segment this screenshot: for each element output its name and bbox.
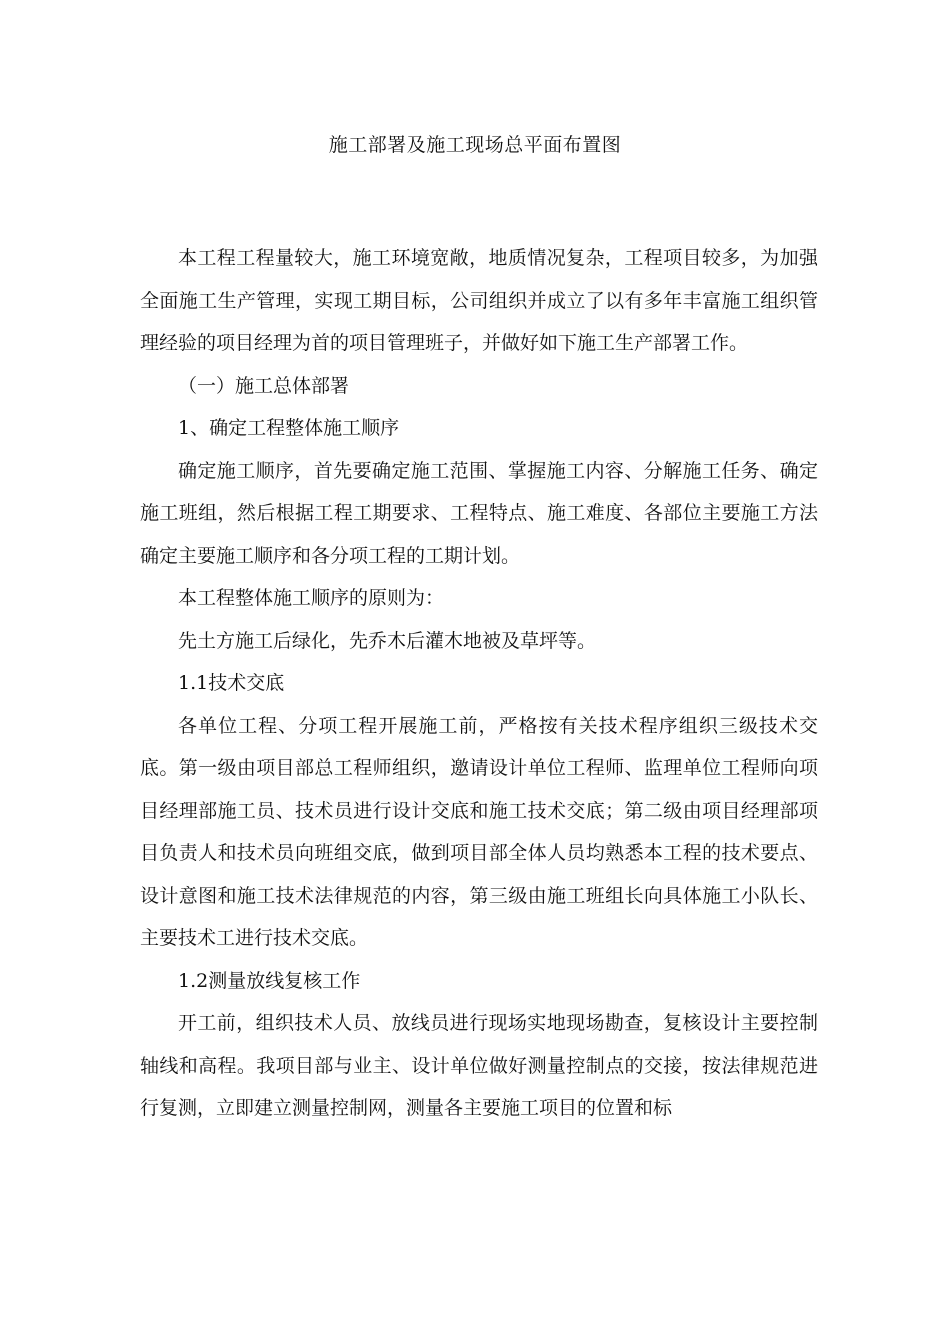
intro-paragraph: 本工程工程量较大，施工环境宽敞，地质情况复杂，工程项目较多，为加强全面施工生产管理，实现工期目标，公司组织并成立了以有多年丰富施工组织管理经验的项目经理为首的项目管理班子，并做好如下施工生产部署工作。 — [140, 247, 818, 354]
document-body — [140, 237, 818, 1130]
document-title: 施工部署及施工现场总平面布置图 — [328, 134, 622, 156]
body-paragraph: 确定施工顺序，首先要确定施工范围、掌握施工内容、分解施工任务、确定施工班组，然后根据工程工期要求、工程特点、施工难度、各部位主要施工方法确定主要施工顺序和各分项工程的工期计划。 — [140, 459, 818, 567]
subsection-heading: 1.2测量放线复核工作 — [178, 969, 361, 992]
subsection-heading: 1、确定工程整体施工顺序 — [178, 417, 400, 439]
subsection-heading: 1.1技术交底 — [178, 672, 285, 694]
body-paragraph: 先土方施工后绿化，先乔木后灌木地被及草坪等。 — [178, 629, 597, 652]
section-heading: （一）施工总体部署 — [178, 374, 350, 397]
body-paragraph: 各单位工程、分项工程开展施工前，严格按有关技术程序组织三级技术交底。第一级由项目部总工程师组织，邀请设计单位工程师、监理单位工程师向项目经理部施工员、技术员进行设计交底和施工技术交底；第二级由项目经理部项目负责人和技术员向班组交底，做到项目部全体人员均熟悉本工程的技术要点、设计意图和施工技术法律规范的内容，第三级由施工班组长向具体施工小队长、主要技术工进行技术交底。 — [140, 714, 818, 949]
body-paragraph: 开工前，组织技术人员、放线员进行现场实地现场勘查，复核设计主要控制轴线和高程。我项目部与业主、设计单位做好测量控制点的交接，按法律规范进行复测，立即建立测量控制网，测量各主要施工项目的位置和标 — [140, 1012, 818, 1119]
body-paragraph: 本工程整体施工顺序的原则为： — [178, 587, 445, 609]
